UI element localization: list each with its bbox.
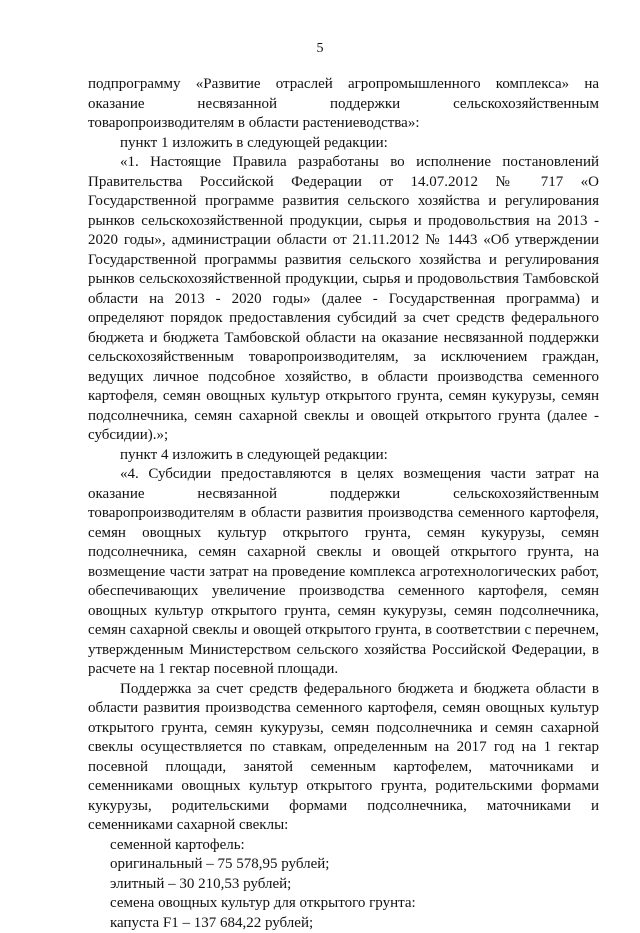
- paragraph-point-1-text: «1. Настоящие Правила разработаны во исполнение постановлений Правительства Российской Федерации от 14.07.2012 № 717 «О Государственной программе развития сельского хозяйства и регулирования рынков сельскохозяйственной продукции, сырья и продовольствия на 2013 - 2020 годы», администрации области от 21.11.2012 № 1443 «Об утверждении Государственной программы развития сельского хозяйства и регулирования рынков сельскохозяйственной продукции, сырья и продовольствия Тамбовской области на 2013 - 2020 годы» (далее - Государственная программа) и определяют порядок предоставления субсидий за счет средств федерального бюджета и бюджета Тамбовской области на оказание несвязанной поддержки сельскохозяйственным товаропроизводителям, за исключением граждан, ведущих личное подсобное хозяйство, в области производства семенного картофеля, семян овощных культур открытого грунта, семян кукурузы, семян подсолнечника, семян сахарной свеклы и овощей открытого грунта (далее - субсидии).»;: [88, 153, 599, 446]
- list-item-original-rate: оригинальный – 75 578,95 рублей;: [88, 855, 599, 875]
- paragraph-point-4-intro: пункт 4 изложить в следующей редакции:: [88, 446, 599, 466]
- list-item-elite-rate: элитный – 30 210,53 рублей;: [88, 875, 599, 895]
- list-item-cabbage-rate: капуста F1 – 137 684,22 рублей;: [88, 914, 599, 933]
- document-body: [88, 75, 599, 933]
- paragraph-point-1-intro: пункт 1 изложить в следующей редакции:: [88, 134, 599, 154]
- paragraph-subprogram-title: подпрограмму «Развитие отраслей агропромышленного комплекса» на оказание несвязанной поддержки сельскохозяйственным товаропроизводителям в области растениеводства»:: [88, 75, 599, 134]
- paragraph-support-rates: Поддержка за счет средств федерального бюджета и бюджета области в области развития производства семенного картофеля, семян овощных культур открытого грунта, семян кукурузы, семян подсолнечника и семян сахарной свеклы осуществляется по ставкам, определенным на 2017 год на 1 гектар посевной площади, занятой семенным картофелем, маточниками и семенниками овощных культур открытого грунта, родительскими формами кукурузы, родительскими формами подсолнечника, маточниками и семенниками сахарной свеклы:: [88, 680, 599, 836]
- paragraph-point-4-text: «4. Субсидии предоставляются в целях возмещения части затрат на оказание несвязанной поддержки сельскохозяйственным товаропроизводителям в области развития производства семенного картофеля, семян овощных культур открытого грунта, семян кукурузы, семян подсолнечника, семян сахарной свеклы и овощей открытого грунта, на возмещение части затрат на проведение комплекса агротехнологических работ, обеспечивающих увеличение производства семенного картофеля, семян овощных культур открытого грунта, семян кукурузы, семян подсолнечника, семян сахарной свеклы и овощей открытого грунта, в соответствии с перечнем, утвержденным Министерством сельского хозяйства Российской Федерации, в расчете на 1 гектар посевной площади.: [88, 465, 599, 680]
- list-item-seed-potato: семенной картофель:: [88, 836, 599, 856]
- list-item-vegetable-seeds: семена овощных культур для открытого грунта:: [88, 894, 599, 914]
- page-number: 5: [0, 41, 640, 57]
